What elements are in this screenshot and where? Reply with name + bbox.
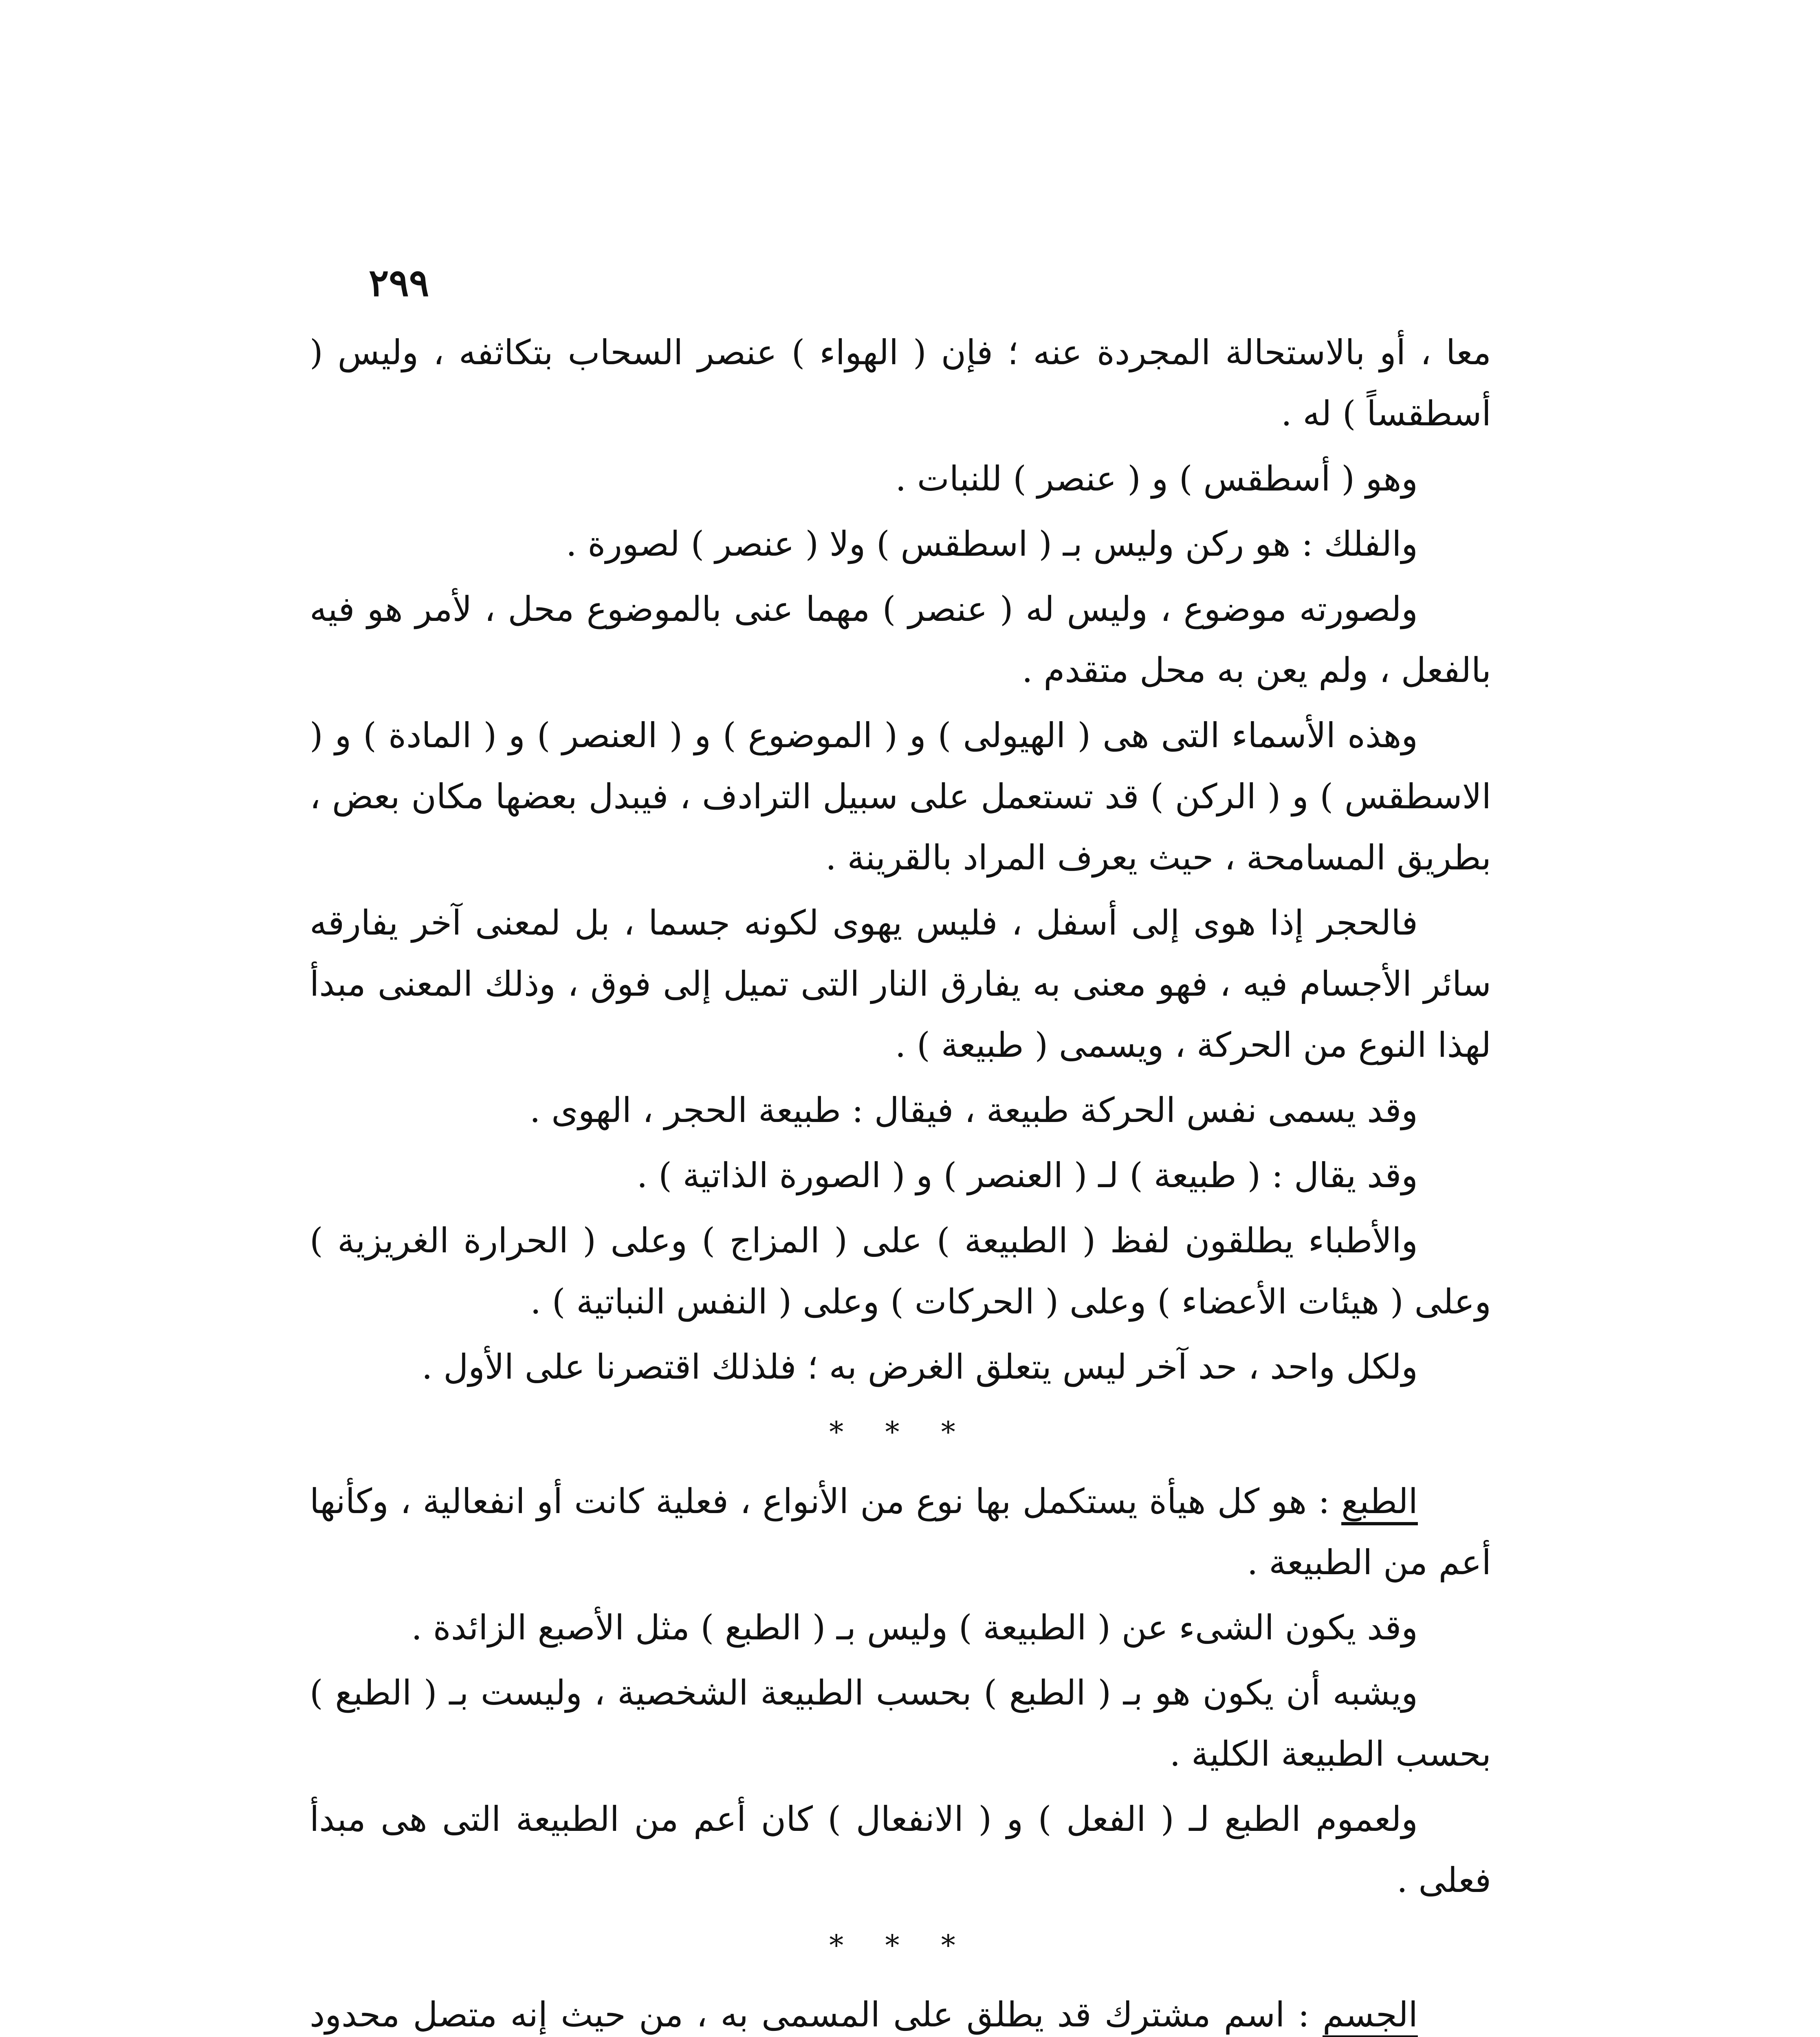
definition-tab	[310, 1471, 1491, 1593]
paragraph: وقد يكون الشىء عن ( الطبيعة ) وليس بـ ( الطبع ) مثل الأصبع الزائدة .	[411, 1608, 1418, 1648]
section-separator: * * *	[829, 1929, 972, 1962]
definition-jism	[310, 1984, 1491, 2037]
paragraph: ولصورته موضوع ، وليس له ( عنصر ) مهما عنى بالموضوع محل ، لأمر هو فيه بالفعل ، ولم يعن به محل متقدم .	[310, 589, 1491, 690]
paragraph: وقد يسمى نفس الحركة طبيعة ، فيقال : طبيعة الحجر ، الهوى .	[529, 1090, 1418, 1130]
paragraph: وقد يقال : ( طبيعة ) لـ ( العنصر ) و ( الصورة الذاتية ) .	[636, 1155, 1418, 1195]
paragraph: والأطباء يطلقون لفظ ( الطبيعة ) على ( المزاج ) وعلى ( الحرارة الغريزية ) وعلى ( هيئات الأعضاء ) وعلى ( الحركات ) وعلى ( النفس النباتية ) .	[310, 1221, 1491, 1322]
definition-text: : هو كل هيأة يستكمل بها نوع من الأنواع ، فعلية كانت أو انفعالية ، وكأنها أعم من الطبيعة .	[310, 1481, 1491, 1582]
paragraph: والفلك : هو ركن وليس بـ ( اسطقس ) ولا ( عنصر ) لصورة .	[566, 524, 1418, 564]
defined-term: الجسم	[1323, 1995, 1418, 2035]
defined-term: الطبع	[1341, 1481, 1418, 1521]
paragraph: فالحجر إذا هوى إلى أسفل ، فليس يهوى لكونه جسما ، بل لمعنى آخر يفارقه سائر الأجسام فيه ، فهو معنى به يفارق النار التى تميل إلى فوق ، وذلك المعنى مبدأ لهذا النوع من الحركة ، ويسمى ( طبيعة ) .	[310, 903, 1491, 1065]
definition-text: : اسم مشترك قد يطلق على المسمى به ، من حيث إنه متصل محدود	[310, 1995, 1309, 2035]
paragraph: ولكل واحد ، حد آخر ليس يتعلق الغرض به ؛ فلذلك اقتصرنا على الأول .	[421, 1347, 1418, 1387]
main-text	[310, 322, 1491, 2037]
paragraph: ويشبه أن يكون هو بـ ( الطبع ) بحسب الطبيعة الشخصية ، وليست بـ ( الطبع ) بحسب الطبيعة الكلية .	[310, 1673, 1491, 1774]
paragraph: ولعموم الطبع لـ ( الفعل ) و ( الانفعال ) كان أعم من الطبيعة التى هى مبدأ فعلى .	[310, 1799, 1491, 1900]
paragraph: وهذه الأسماء التى هى ( الهيولى ) و ( الموضوع ) و ( العنصر ) و ( المادة ) و ( الاسطقس ) و ( الركن ) قد تستعمل على سبيل الترادف ، فيبدل بعضها مكان بعض ، بطريق المسامحة ، حيث يعرف المراد بالقرينة .	[310, 715, 1491, 878]
section-separator: * * *	[829, 1415, 972, 1449]
paragraph: معا ، أو بالاستحالة المجردة عنه ؛ فإن ( الهواء ) عنصر السحاب بتكاثفه ، وليس ( أسطقساً ) له .	[310, 332, 1491, 433]
page-number: ٢٩٩	[369, 261, 429, 305]
paragraph: وهو ( أسطقس ) و ( عنصر ) للنبات .	[895, 459, 1418, 499]
